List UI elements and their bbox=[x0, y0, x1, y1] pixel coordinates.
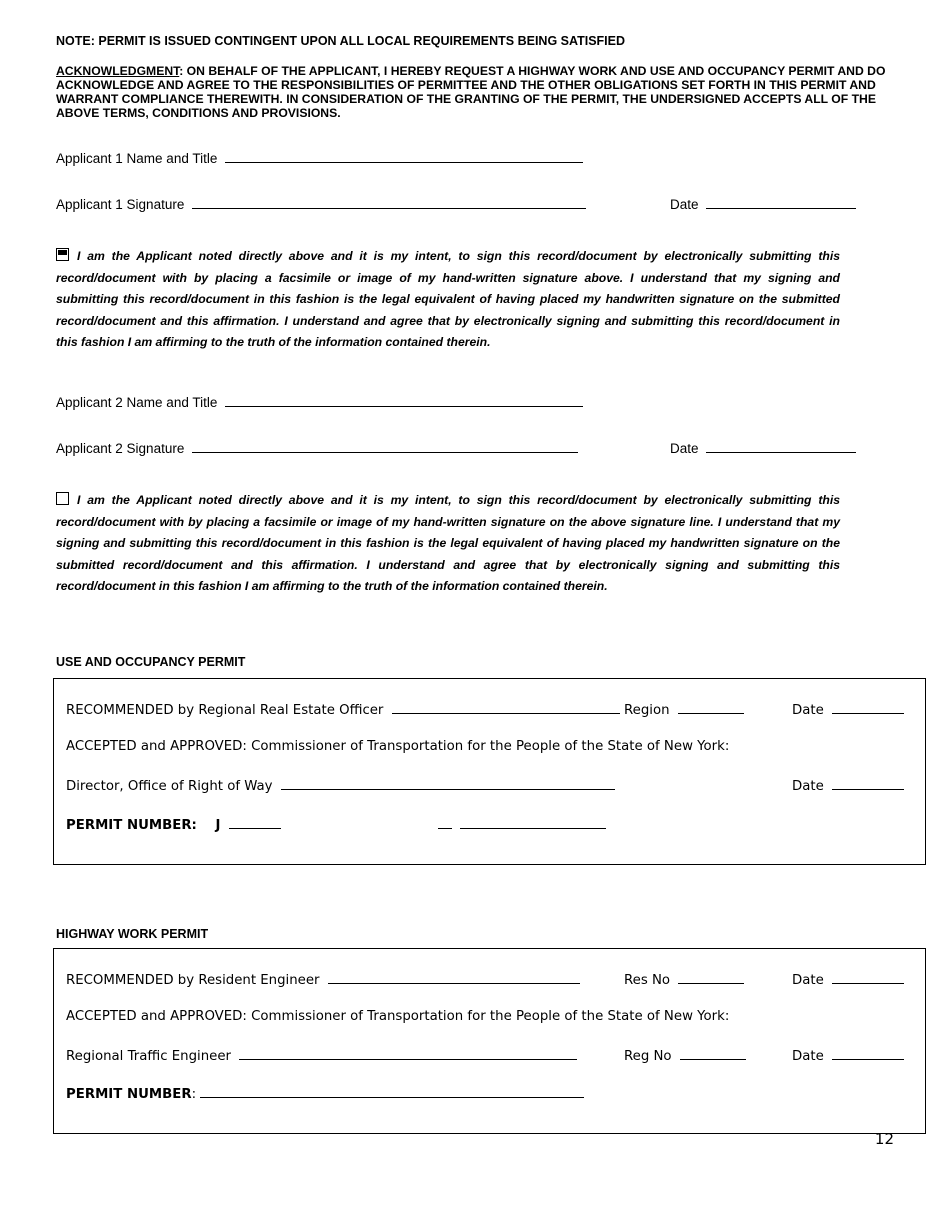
uo-permit-number-row bbox=[66, 816, 281, 833]
highway-work-panel bbox=[53, 948, 926, 1134]
applicant1-affirm-checkbox[interactable] bbox=[56, 248, 69, 261]
hw-regno-label: Reg No bbox=[624, 1049, 672, 1064]
uo-permit-field-2[interactable] bbox=[438, 816, 452, 829]
applicant2-name-field[interactable] bbox=[225, 394, 583, 407]
applicant2-date-label: Date bbox=[670, 441, 699, 456]
hw-date2-field[interactable] bbox=[832, 1047, 904, 1060]
permit-note: NOTE: PERMIT IS ISSUED CONTINGENT UPON ALL LOCAL REQUIREMENTS BEING SATISFIED bbox=[56, 34, 626, 48]
applicant1-signature-row bbox=[56, 196, 586, 212]
applicant2-signature-label: Applicant 2 Signature bbox=[56, 441, 185, 456]
uo-date2-field[interactable] bbox=[832, 777, 904, 790]
hw-date-field[interactable] bbox=[832, 971, 904, 984]
hw-traffic-field[interactable] bbox=[239, 1047, 577, 1060]
applicant1-date-field[interactable] bbox=[706, 196, 856, 209]
applicant2-signature-field[interactable] bbox=[192, 440, 578, 453]
hw-permit-number-field[interactable] bbox=[200, 1085, 584, 1098]
applicant1-name-field[interactable] bbox=[225, 150, 583, 163]
uo-date2-label: Date bbox=[792, 779, 824, 794]
acknowledgment-label: ACKNOWLEDGMENT bbox=[56, 64, 180, 78]
highway-work-title: HIGHWAY WORK PERMIT bbox=[56, 927, 209, 941]
applicant2-affirmation-text: I am the Applicant noted directly above and it is my intent, to sign this record/document by electronically submitting this record/document with by placing a facsimile or image of my hand-written signature on the above signature line. I understand that my signing and submitting this record/document in this fashion is the legal equivalent of having placed my handwritten signature on the submitted record/document and this affirmation. I understand and agree that by electronically signing and submitting this record/document in this fashion I am affirming to the truth of the information contained therein. bbox=[56, 493, 840, 593]
applicant2-name-label: Applicant 2 Name and Title bbox=[56, 395, 218, 410]
uo-recommended-label: RECOMMENDED by Regional Real Estate Officer bbox=[66, 703, 384, 718]
applicant1-date-row bbox=[670, 196, 856, 212]
uo-recommended-field[interactable] bbox=[392, 701, 620, 714]
applicant1-affirmation bbox=[56, 246, 840, 354]
uo-permit-prefix: J bbox=[215, 818, 221, 833]
hw-date-label: Date bbox=[792, 973, 824, 988]
hw-permit-number-label: PERMIT NUMBER bbox=[66, 1087, 192, 1102]
uo-region-label: Region bbox=[624, 703, 670, 718]
hw-resno-row bbox=[624, 971, 744, 988]
use-occupancy-panel bbox=[53, 678, 926, 865]
hw-date-row bbox=[792, 971, 904, 988]
applicant2-date-field[interactable] bbox=[706, 440, 856, 453]
hw-recommended-label: RECOMMENDED by Resident Engineer bbox=[66, 973, 320, 988]
applicant1-name-label: Applicant 1 Name and Title bbox=[56, 151, 218, 166]
applicant1-affirmation-text: I am the Applicant noted directly above and it is my intent, to sign this record/document by electronically submitting this record/document with by placing a facsimile or image of my hand-written signature above. I understand that my signing and submitting this record/document in this fashion is the legal equivalent of having placed my handwritten signature on the submitted record/document and this affirmation. I understand and agree that by electronically signing and submitting this record/document in this fashion I am affirming to the truth of the information contained therein. bbox=[56, 249, 840, 349]
hw-traffic-row bbox=[66, 1047, 577, 1064]
acknowledgment-text: : ON BEHALF OF THE APPLICANT, I HEREBY REQUEST A HIGHWAY WORK AND USE AND OCCUPANCY PERMIT AND DO ACKNOWLEDGE AND AGREE TO THE RESPONSIBILITIES OF PERMITTEE AND THE OTHER OBLIGATIONS SET FORTH IN THIS PERMIT AND WARRANT COMPLIANCE THEREWITH. IN CONSIDERATION OF THE GRANTING OF THE PERMIT, THE UNDERSIGNED ACCEPTS ALL OF THE ABOVE TERMS, CONDITIONS AND PROVISIONS. bbox=[56, 64, 886, 120]
page-number: 12 bbox=[874, 1130, 894, 1148]
uo-director-row bbox=[66, 777, 615, 794]
uo-permit-field-1[interactable] bbox=[229, 816, 281, 829]
applicant2-affirm-checkbox[interactable] bbox=[56, 492, 69, 505]
applicant1-signature-label: Applicant 1 Signature bbox=[56, 197, 185, 212]
hw-resno-label: Res No bbox=[624, 973, 671, 988]
hw-recommended-row bbox=[66, 971, 580, 988]
applicant1-date-label: Date bbox=[670, 197, 699, 212]
hw-traffic-label: Regional Traffic Engineer bbox=[66, 1049, 231, 1064]
hw-permit-number-row: PERMIT NUMBER: bbox=[66, 1085, 584, 1102]
uo-accepted-text: ACCEPTED and APPROVED: Commissioner of Transportation for the People of the State of New York: bbox=[66, 739, 730, 754]
hw-regno-field[interactable] bbox=[680, 1047, 746, 1060]
uo-date2-row bbox=[792, 777, 904, 794]
uo-region-field[interactable] bbox=[678, 701, 744, 714]
hw-accepted-text: ACCEPTED and APPROVED: Commissioner of Transportation for the People of the State of New York: bbox=[66, 1009, 730, 1024]
uo-date-row bbox=[792, 701, 904, 718]
applicant1-signature-field[interactable] bbox=[192, 196, 586, 209]
use-occupancy-title: USE AND OCCUPANCY PERMIT bbox=[56, 655, 246, 669]
uo-director-field[interactable] bbox=[281, 777, 615, 790]
hw-date2-row bbox=[792, 1047, 904, 1064]
hw-resno-field[interactable] bbox=[678, 971, 744, 984]
uo-recommended-row bbox=[66, 701, 620, 718]
uo-permit-number-extra bbox=[438, 816, 606, 833]
uo-permit-field-3[interactable] bbox=[460, 816, 606, 829]
uo-date-label: Date bbox=[792, 703, 824, 718]
hw-recommended-field[interactable] bbox=[328, 971, 580, 984]
applicant2-affirmation bbox=[56, 490, 840, 598]
applicant1-name-row bbox=[56, 150, 583, 166]
uo-date-field[interactable] bbox=[832, 701, 904, 714]
applicant2-signature-row bbox=[56, 440, 578, 456]
applicant2-date-row bbox=[670, 440, 856, 456]
acknowledgment bbox=[56, 64, 898, 120]
hw-date2-label: Date bbox=[792, 1049, 824, 1064]
applicant2-name-row bbox=[56, 394, 583, 410]
uo-director-label: Director, Office of Right of Way bbox=[66, 779, 273, 794]
uo-region-row bbox=[624, 701, 744, 718]
hw-regno-row bbox=[624, 1047, 746, 1064]
uo-permit-number-label: PERMIT NUMBER: bbox=[66, 818, 197, 833]
